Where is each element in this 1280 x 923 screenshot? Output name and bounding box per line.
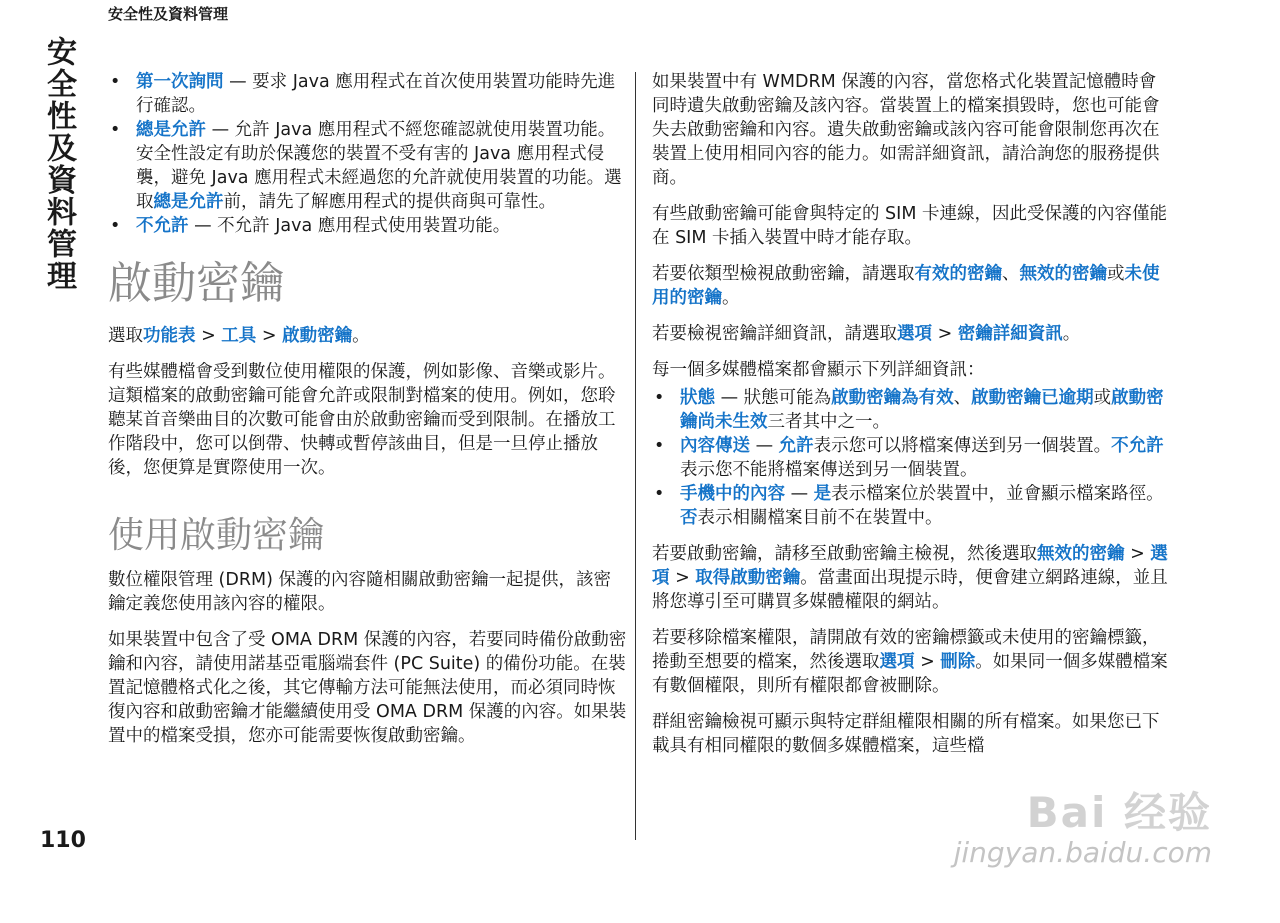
java-permission-list xyxy=(108,70,628,238)
option-term: 無效的密鑰 xyxy=(1037,544,1125,564)
option-term: 狀態 xyxy=(680,388,715,408)
list-item: • 總是允許 — 允許 Java 應用程式不經您確認就使用裝置功能。安全性設定有助於保護您的裝置不受有害的 Java 應用程式侵襲，避免 Java 應用程式未經過您的允許就使用裝置的功能。選取總是允許前，請先了解應用程式的提供商與可靠性。 xyxy=(108,118,628,214)
paragraph: 若要依類型檢視啟動密鑰，請選取有效的密鑰、無效的密鑰或未使用的密鑰。 xyxy=(652,264,1160,308)
menu-path-item: 工具 xyxy=(221,326,257,346)
watermark-logo: Bai 经验 xyxy=(1026,788,1212,837)
option-term: 手機中的內容 xyxy=(680,484,785,504)
option-term: 選項 xyxy=(897,324,932,344)
option-term: 不允許 xyxy=(136,216,189,236)
paragraph: 若要移除檔案權限，請開啟有效的密鑰標籤或未使用的密鑰標籤，捲動至想要的檔案，然後選取選項 > 刪除。如果同一個多媒體檔案有數個權限，則所有權限都會被刪除。 xyxy=(652,628,1168,696)
option-term: 未使用的密鑰 xyxy=(652,264,1160,308)
list-item: • 內容傳送 — 允許表示您可以將檔案傳送到另一個裝置。不允許表示您不能將檔案傳送到另一個裝置。 xyxy=(652,434,1172,482)
option-term: 內容傳送 xyxy=(680,436,750,456)
side-chapter-title: 安全性及資料管理 xyxy=(41,36,76,292)
baidu-jingyan-watermark xyxy=(953,778,1216,888)
file-details-list xyxy=(652,386,1172,530)
right-column xyxy=(652,70,1172,770)
option-term: 選項 xyxy=(652,544,1168,588)
option-term: 刪除 xyxy=(940,652,976,672)
watermark-site: jingyan.baidu.com xyxy=(953,836,1212,869)
paragraph: 有些啟動密鑰可能會與特定的 SIM 卡連線，因此受保護的內容僅能在 SIM 卡插入裝置中時才能存取。 xyxy=(652,204,1167,248)
left-column xyxy=(108,70,628,760)
running-head: 安全性及資料管理 xyxy=(108,5,229,23)
navigation-path: 選取功能表 > 工具 > 啟動密鑰。 xyxy=(108,326,370,346)
section-heading-using-keys: 使用啟動密鑰 xyxy=(108,515,325,556)
section-heading-activation-keys: 啟動密鑰 xyxy=(108,258,284,309)
option-term: 啟動密鑰已逾期 xyxy=(971,388,1094,408)
option-term: 啟動密鑰為有效 xyxy=(831,388,954,408)
option-term: 允許 xyxy=(778,436,814,456)
paragraph: 如果裝置中包含了受 OMA DRM 保護的內容，若要同時備份啟動密鑰和內容，請使用諾基亞電腦端套件 (PC Suite) 的備份功能。在裝置記憶體格式化之後，其它傳輸方法可能無法使用，而必須同時恢復內容和啟動密鑰才能繼續使用受 OMA DRM 保護的內容。如果裝置中的檔案受損，您亦可能需要恢復啟動密鑰。 xyxy=(108,630,627,746)
option-term: 總是允許 xyxy=(136,120,206,140)
option-term: 有效的密鑰 xyxy=(914,264,1002,284)
menu-path-item: 啟動密鑰 xyxy=(282,326,353,346)
paragraph: 數位權限管理 (DRM) 保護的內容隨相關啟動密鑰一起提供，該密鑰定義您使用該內容的權限。 xyxy=(108,570,612,614)
option-term: 選項 xyxy=(879,652,915,672)
list-item: • 手機中的內容 — 是表示檔案位於裝置中，並會顯示檔案路徑。否表示相關檔案目前不在裝置中。 xyxy=(652,482,1172,530)
paragraph: 若要檢視密鑰詳細資訊，請選取選項 > 密鑰詳細資訊。 xyxy=(652,324,1081,344)
paragraph: 群組密鑰檢視可顯示與特定群組權限相關的所有檔案。如果您已下載具有相同權限的數個多媒體檔案，這些檔 xyxy=(652,712,1160,756)
paragraph: 如果裝置中有 WMDRM 保護的內容，當您格式化裝置記憶體時會同時遺失啟動密鑰及該內容。當裝置上的檔案損毀時，您也可能會失去啟動密鑰和內容。遺失啟動密鑰或該內容可能會限制您再次在裝置上使用相同內容的能力。如需詳細資訊，請洽詢您的服務提供商。 xyxy=(652,72,1160,188)
paragraph: 有些媒體檔會受到數位使用權限的保護，例如影像、音樂或影片。這類檔案的啟動密鑰可能會允許或限制對檔案的使用。例如，您聆聽某首音樂曲目的次數可能會由於啟動密鑰而受到限制。在播放工作階段中，您可以倒帶、快轉或暫停該曲目，但是一旦停止播放後，您便算是實際使用一次。 xyxy=(108,362,616,478)
list-item: • 狀態 — 狀態可能為啟動密鑰為有效、啟動密鑰已逾期或啟動密鑰尚未生效三者其中之一。 xyxy=(652,386,1172,434)
option-term: 不允許 xyxy=(1111,436,1164,456)
page-number: 110 xyxy=(40,828,86,853)
option-term: 密鑰詳細資訊 xyxy=(957,324,1063,344)
paragraph: 每一個多媒體檔案都會顯示下列詳細資訊： xyxy=(652,360,985,380)
paragraph: 若要啟動密鑰，請移至啟動密鑰主檢視，然後選取無效的密鑰 > 選項 > 取得啟動密鑰。當畫面出現提示時，便會建立網路連線，並且將您導引至可購買多媒體權限的網站。 xyxy=(652,544,1168,612)
menu-path-item: 功能表 xyxy=(143,326,196,346)
option-term: 是 xyxy=(813,484,832,504)
option-term: 否 xyxy=(680,508,698,528)
list-item: • 第一次詢問 — 要求 Java 應用程式在首次使用裝置功能時先進行確認。 xyxy=(108,70,628,118)
option-term: 無效的密鑰 xyxy=(1019,264,1107,284)
option-term: 第一次詢問 xyxy=(136,72,224,92)
option-term: 取得啟動密鑰 xyxy=(695,568,801,588)
column-divider xyxy=(635,72,636,840)
option-term: 啟動密鑰尚未生效 xyxy=(680,388,1164,432)
list-item: • 不允許 — 不允許 Java 應用程式使用裝置功能。 xyxy=(108,214,628,238)
option-term: 總是允許 xyxy=(153,192,224,212)
